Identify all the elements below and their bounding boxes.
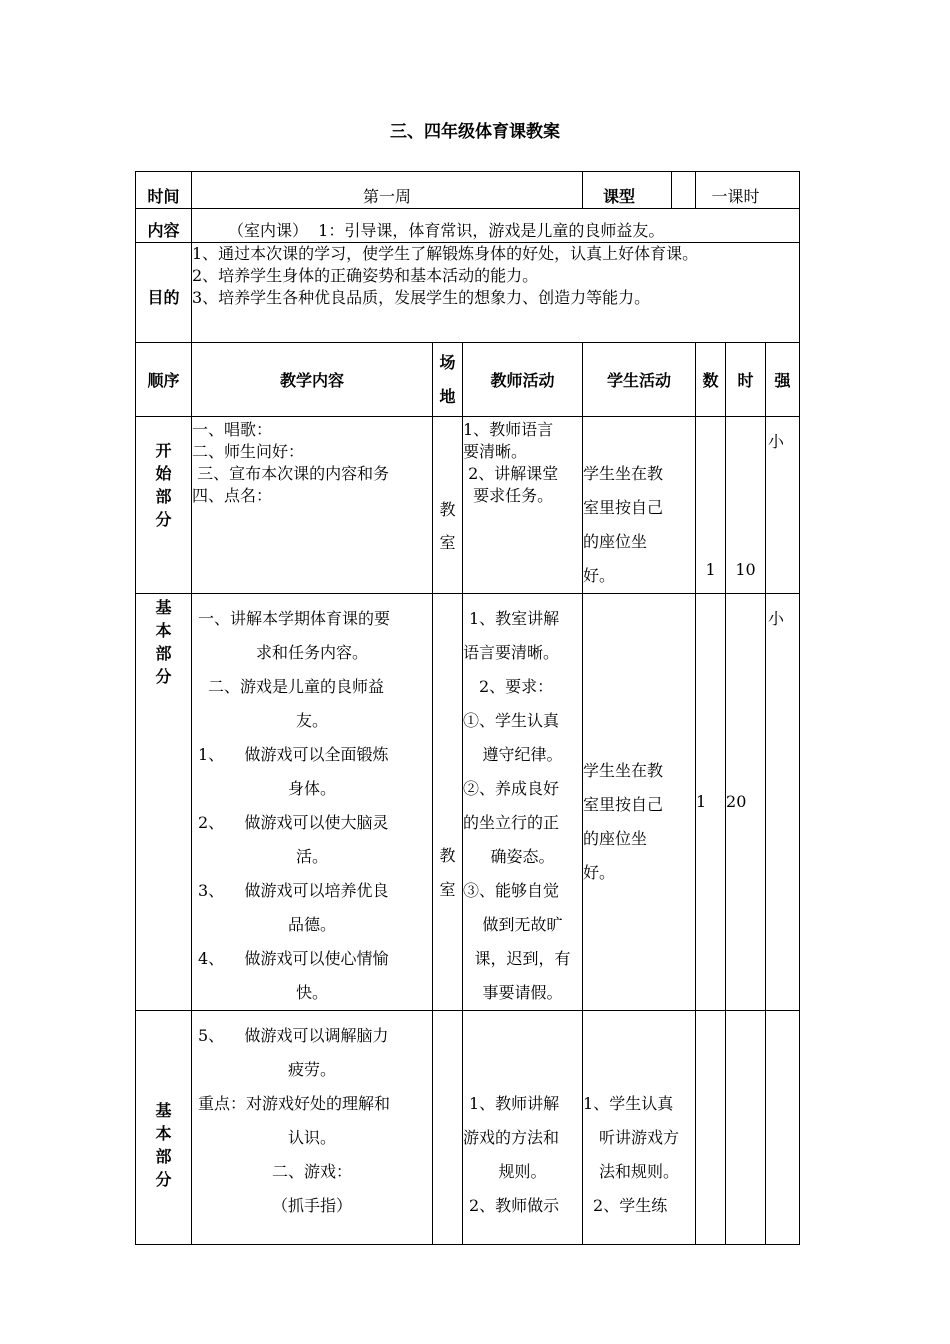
student-line: 2、学生练 bbox=[593, 1196, 668, 1215]
student-line: 的座位坐 bbox=[583, 829, 648, 848]
type-value: 一课时 bbox=[711, 187, 760, 206]
student-line: 学生坐在教 bbox=[583, 761, 664, 780]
row-content bbox=[192, 1011, 433, 1245]
teacher-line: 2、教师做示 bbox=[469, 1196, 560, 1215]
row-teacher bbox=[463, 417, 583, 594]
student-line: 室里按自己 bbox=[583, 498, 664, 517]
teacher-line: ①、学生认真 bbox=[463, 711, 560, 730]
content-line: （抓手指） bbox=[271, 1196, 352, 1215]
teacher-line: 的坐立行的正 bbox=[463, 813, 560, 832]
content-value-cell bbox=[192, 209, 800, 243]
content-line: 1、 做游戏可以全面锻炼 bbox=[198, 745, 389, 764]
row-venue bbox=[433, 594, 463, 1011]
content-line: 友。 bbox=[295, 711, 328, 730]
intensity-value: 小 bbox=[768, 609, 785, 628]
teacher-line: ②、养成良好 bbox=[463, 779, 560, 798]
time-value: 第一周 bbox=[192, 172, 583, 209]
section-char: 始 bbox=[155, 464, 172, 483]
col-student: 学生活动 bbox=[583, 343, 696, 417]
row-intensity bbox=[766, 417, 800, 594]
content-line: 二、游戏： bbox=[271, 1162, 352, 1181]
student-line: 的座位坐 bbox=[583, 532, 648, 551]
type-value-cell bbox=[696, 172, 800, 209]
row-content bbox=[192, 594, 433, 1011]
teacher-line: 规则。 bbox=[498, 1162, 547, 1181]
row-time bbox=[726, 1011, 766, 1245]
goals-row bbox=[136, 243, 800, 343]
col-intensity: 强 bbox=[766, 343, 800, 417]
venue-char: 教 bbox=[439, 846, 456, 865]
content-line: 活。 bbox=[295, 847, 328, 866]
teacher-line: 游戏的方法和 bbox=[463, 1128, 560, 1147]
section-char: 分 bbox=[155, 1170, 172, 1189]
section-char: 分 bbox=[155, 667, 172, 686]
section-label bbox=[136, 1011, 192, 1245]
section-char: 部 bbox=[155, 644, 172, 663]
section-char: 基 bbox=[155, 1101, 172, 1120]
student-line: 室里按自己 bbox=[583, 795, 664, 814]
column-header-row bbox=[136, 343, 800, 417]
row-time bbox=[726, 417, 766, 594]
student-line: 好。 bbox=[583, 863, 616, 882]
teacher-line: 要清晰。 bbox=[463, 442, 528, 461]
student-line: 好。 bbox=[583, 566, 616, 585]
row-student bbox=[583, 1011, 696, 1245]
col-venue bbox=[433, 343, 463, 417]
section-char: 基 bbox=[155, 598, 172, 617]
goal-item: 2、培养学生身体的正确姿势和基本活动的能力。 bbox=[192, 266, 539, 285]
section-char: 部 bbox=[155, 1147, 172, 1166]
content-line: 重点：对游戏好处的理解和 bbox=[198, 1094, 391, 1113]
goal-label: 目的 bbox=[136, 243, 192, 343]
content-line: 身体。 bbox=[287, 779, 336, 798]
teacher-line: 事要请假。 bbox=[482, 983, 563, 1002]
student-line: 听讲游戏方 bbox=[599, 1128, 680, 1147]
content-line: 二、师生问好： bbox=[192, 442, 305, 461]
content-line: 2、 做游戏可以使大脑灵 bbox=[198, 813, 389, 832]
goal-item: 1、通过本次课的学习，使学生了解锻炼身体的好处，认真上好体育课。 bbox=[192, 244, 699, 263]
teacher-line: 2、要求： bbox=[479, 677, 554, 696]
intensity-value: 小 bbox=[768, 432, 785, 451]
teacher-line: 1、教师语言 bbox=[463, 420, 554, 439]
content-value: （室内课） 1：引导课，体育常识，游戏是儿童的良师益友。 bbox=[228, 221, 665, 240]
count-value: 1 bbox=[705, 560, 716, 579]
section-char: 开 bbox=[155, 441, 172, 460]
col-order: 顺序 bbox=[136, 343, 192, 417]
time-label: 时间 bbox=[136, 172, 192, 209]
row-teacher bbox=[463, 594, 583, 1011]
col-content: 教学内容 bbox=[192, 343, 433, 417]
col-venue-line2: 地 bbox=[439, 386, 456, 406]
teacher-line: 做到无故旷 bbox=[482, 915, 563, 934]
teacher-line: 2、讲解课堂 bbox=[463, 464, 559, 483]
col-time: 时 bbox=[726, 343, 766, 417]
col-venue-line1: 场 bbox=[439, 352, 456, 372]
content-line: 快。 bbox=[295, 983, 328, 1002]
venue-char: 教 bbox=[439, 500, 456, 519]
section-char: 本 bbox=[155, 621, 172, 640]
content-row bbox=[136, 209, 800, 243]
time-row bbox=[136, 172, 800, 209]
section-char: 分 bbox=[155, 510, 172, 529]
content-line: 二、游戏是儿童的良师益 bbox=[208, 677, 385, 696]
type-label: 课型 bbox=[583, 172, 696, 209]
goals-list bbox=[192, 243, 800, 343]
row-time bbox=[726, 594, 766, 1011]
lesson-plan-table bbox=[135, 171, 800, 1245]
content-line: 四、点名： bbox=[192, 486, 273, 505]
venue-char: 室 bbox=[439, 880, 456, 899]
content-line: 认识。 bbox=[287, 1128, 336, 1147]
time-value: 10 bbox=[735, 560, 756, 579]
section-label bbox=[136, 417, 192, 594]
row-student bbox=[583, 417, 696, 594]
row-student bbox=[583, 594, 696, 1011]
teacher-line: 1、教室讲解 bbox=[469, 609, 560, 628]
row-venue bbox=[433, 1011, 463, 1245]
goal-item: 3、培养学生各种优良品质，发展学生的想象力、创造力等能力。 bbox=[192, 288, 651, 307]
row-intensity bbox=[766, 1011, 800, 1245]
content-line: 4、 做游戏可以使心情愉 bbox=[198, 949, 389, 968]
col-teacher: 教师活动 bbox=[463, 343, 583, 417]
teacher-line: 遵守纪律。 bbox=[482, 745, 563, 764]
venue-char: 室 bbox=[439, 533, 456, 552]
teacher-line: 课，迟到，有 bbox=[474, 949, 571, 968]
row-count bbox=[696, 417, 726, 594]
row-count bbox=[696, 1011, 726, 1245]
content-line: 一、讲解本学期体育课的要 bbox=[198, 609, 391, 628]
teacher-line: 确姿态。 bbox=[490, 847, 555, 866]
row-teacher bbox=[463, 1011, 583, 1245]
section-label bbox=[136, 594, 192, 1011]
row-count bbox=[696, 594, 726, 1011]
content-line: 疲劳。 bbox=[287, 1060, 336, 1079]
teacher-line: 语言要清晰。 bbox=[463, 643, 560, 662]
content-line: 5、 做游戏可以调解脑力 bbox=[198, 1026, 389, 1045]
table-row bbox=[136, 417, 800, 594]
row-venue bbox=[433, 417, 463, 594]
count-value: 1 bbox=[696, 792, 707, 811]
row-content bbox=[192, 417, 433, 594]
row-intensity bbox=[766, 594, 800, 1011]
teacher-line: ③、能够自觉 bbox=[463, 881, 560, 900]
content-label: 内容 bbox=[136, 209, 192, 243]
table-row bbox=[136, 1011, 800, 1245]
content-line: 一、唱歌： bbox=[192, 420, 273, 439]
content-line: 3、 做游戏可以培养优良 bbox=[198, 881, 389, 900]
student-line: 学生坐在教 bbox=[583, 464, 664, 483]
teacher-line: 1、教师讲解 bbox=[469, 1094, 560, 1113]
page-title: 三、四年级体育课教案 bbox=[390, 122, 560, 142]
section-char: 本 bbox=[155, 1124, 172, 1143]
content-line: 品德。 bbox=[287, 915, 336, 934]
col-count: 数 bbox=[696, 343, 726, 417]
content-line: 求和任务内容。 bbox=[255, 643, 368, 662]
time-value: 20 bbox=[726, 792, 747, 811]
content-line: 三、宣布本次课的内容和务 bbox=[192, 464, 390, 483]
teacher-line: 要求任务。 bbox=[463, 486, 554, 505]
table-row bbox=[136, 594, 800, 1011]
section-char: 部 bbox=[155, 487, 172, 506]
student-line: 法和规则。 bbox=[599, 1162, 680, 1181]
student-line: 1、学生认真 bbox=[583, 1094, 674, 1113]
